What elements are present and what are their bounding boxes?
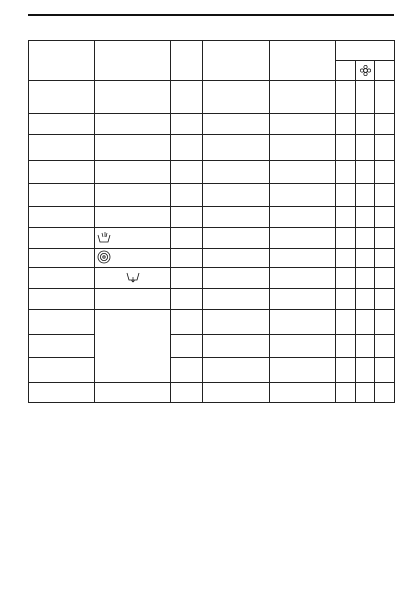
detergent-softener [356, 268, 375, 289]
max-load [171, 114, 203, 135]
max-temp [270, 114, 336, 135]
recommended-temp [203, 228, 270, 249]
knob-position [95, 289, 171, 310]
program-name [29, 207, 95, 228]
knob-position [95, 228, 171, 249]
detergent-compartment-1 [375, 335, 395, 358]
table-row [29, 249, 395, 268]
detergent-compartment-1 [375, 289, 395, 310]
detergent-compartment-2 [336, 81, 356, 114]
max-load [171, 81, 203, 114]
detergent-compartment-1 [375, 310, 395, 335]
table-row [29, 228, 395, 249]
detergent-softener [356, 358, 375, 383]
table-row [29, 268, 395, 289]
detergent-softener [356, 114, 375, 135]
detergent-compartment-2 [336, 383, 356, 403]
detergent-compartment-1 [375, 383, 395, 403]
table-row [29, 335, 395, 358]
max-load [171, 310, 203, 335]
detergent-compartment-1 [375, 81, 395, 114]
recommended-temp [203, 335, 270, 358]
detergent-compartment-1 [375, 268, 395, 289]
detergent-softener [356, 207, 375, 228]
detergent-compartment-2 [336, 335, 356, 358]
program-name [29, 249, 95, 268]
program-name [29, 268, 95, 289]
max-load [171, 184, 203, 207]
program-name [29, 184, 95, 207]
recommended-temp [203, 207, 270, 228]
max-temp [270, 268, 336, 289]
table-row [29, 289, 395, 310]
detergent-compartment-2 [336, 249, 356, 268]
program-name [29, 383, 95, 403]
detergent-softener [356, 289, 375, 310]
recommended-temp [203, 161, 270, 184]
program-table [28, 40, 395, 403]
max-temp [270, 135, 336, 161]
max-temp [270, 249, 336, 268]
knob-position [95, 81, 171, 114]
detergent-compartment-1 [375, 358, 395, 383]
detergent-compartment-2 [336, 184, 356, 207]
detergent-softener [356, 228, 375, 249]
header-compartment-2 [336, 61, 356, 81]
recommended-temp [203, 289, 270, 310]
max-load [171, 135, 203, 161]
detergent-softener [356, 383, 375, 403]
recommended-temp [203, 310, 270, 335]
program-name [29, 228, 95, 249]
detergent-compartment-2 [336, 207, 356, 228]
program-name [29, 335, 95, 358]
detergent-compartment-2 [336, 161, 356, 184]
program-name [29, 161, 95, 184]
detergent-softener [356, 161, 375, 184]
detergent-compartment-1 [375, 161, 395, 184]
max-temp [270, 228, 336, 249]
max-load [171, 249, 203, 268]
table-row [29, 161, 395, 184]
header-max-temp [270, 41, 336, 81]
max-temp [270, 358, 336, 383]
detergent-compartment-2 [336, 268, 356, 289]
detergent-softener [356, 249, 375, 268]
max-load [171, 228, 203, 249]
max-load [171, 335, 203, 358]
header-flower-icon [356, 61, 375, 81]
recommended-temp [203, 383, 270, 403]
header-compartment-1 [375, 61, 395, 81]
detergent-compartment-1 [375, 207, 395, 228]
recommended-temp [203, 268, 270, 289]
knob-position [95, 268, 171, 289]
max-temp [270, 184, 336, 207]
recommended-temp [203, 358, 270, 383]
knob-position [95, 184, 171, 207]
program-name [29, 289, 95, 310]
table-row [29, 81, 395, 114]
max-load [171, 358, 203, 383]
table-row [29, 114, 395, 135]
table-row [29, 135, 395, 161]
knob-position [95, 161, 171, 184]
max-temp [270, 289, 336, 310]
max-load [171, 289, 203, 310]
knob-position [95, 249, 171, 268]
recommended-temp [203, 81, 270, 114]
max-temp [270, 161, 336, 184]
drain-icon [126, 271, 140, 285]
detergent-compartment-2 [336, 358, 356, 383]
detergent-compartment-1 [375, 228, 395, 249]
max-temp [270, 383, 336, 403]
header-knob [95, 41, 171, 81]
top-rule [28, 14, 394, 16]
knob-position [95, 114, 171, 135]
quick-program-knob [95, 310, 171, 383]
table-row [29, 358, 395, 383]
recommended-temp [203, 135, 270, 161]
knob-position [95, 383, 171, 403]
max-load [171, 207, 203, 228]
knob-position [95, 135, 171, 161]
max-load [171, 268, 203, 289]
detergent-softener [356, 184, 375, 207]
max-temp [270, 207, 336, 228]
detergent-compartment-2 [336, 114, 356, 135]
detergent-compartment-2 [336, 228, 356, 249]
detergent-softener [356, 81, 375, 114]
program-name [29, 81, 95, 114]
table-row [29, 207, 395, 228]
table-row [29, 310, 395, 335]
max-load [171, 383, 203, 403]
rinse-icon [97, 231, 111, 245]
detergent-compartment-2 [336, 289, 356, 310]
detergent-compartment-1 [375, 184, 395, 207]
spin-icon [97, 250, 111, 266]
max-temp [270, 310, 336, 335]
detergent-compartment-1 [375, 135, 395, 161]
header-detergent [336, 41, 395, 61]
header-program [29, 41, 95, 81]
detergent-softener [356, 135, 375, 161]
detergent-compartment-1 [375, 249, 395, 268]
detergent-compartment-2 [336, 135, 356, 161]
program-name [29, 135, 95, 161]
max-load [171, 161, 203, 184]
table-row [29, 383, 395, 403]
program-name [29, 310, 95, 335]
program-name [29, 358, 95, 383]
detergent-compartment-2 [336, 310, 356, 335]
max-temp [270, 81, 336, 114]
detergent-compartment-1 [375, 114, 395, 135]
recommended-temp [203, 184, 270, 207]
header-load [171, 41, 203, 81]
detergent-softener [356, 310, 375, 335]
recommended-temp [203, 249, 270, 268]
recommended-temp [203, 114, 270, 135]
max-temp [270, 335, 336, 358]
knob-position [95, 207, 171, 228]
program-name [29, 114, 95, 135]
table-row [29, 184, 395, 207]
detergent-softener [356, 335, 375, 358]
header-temp [203, 41, 270, 81]
